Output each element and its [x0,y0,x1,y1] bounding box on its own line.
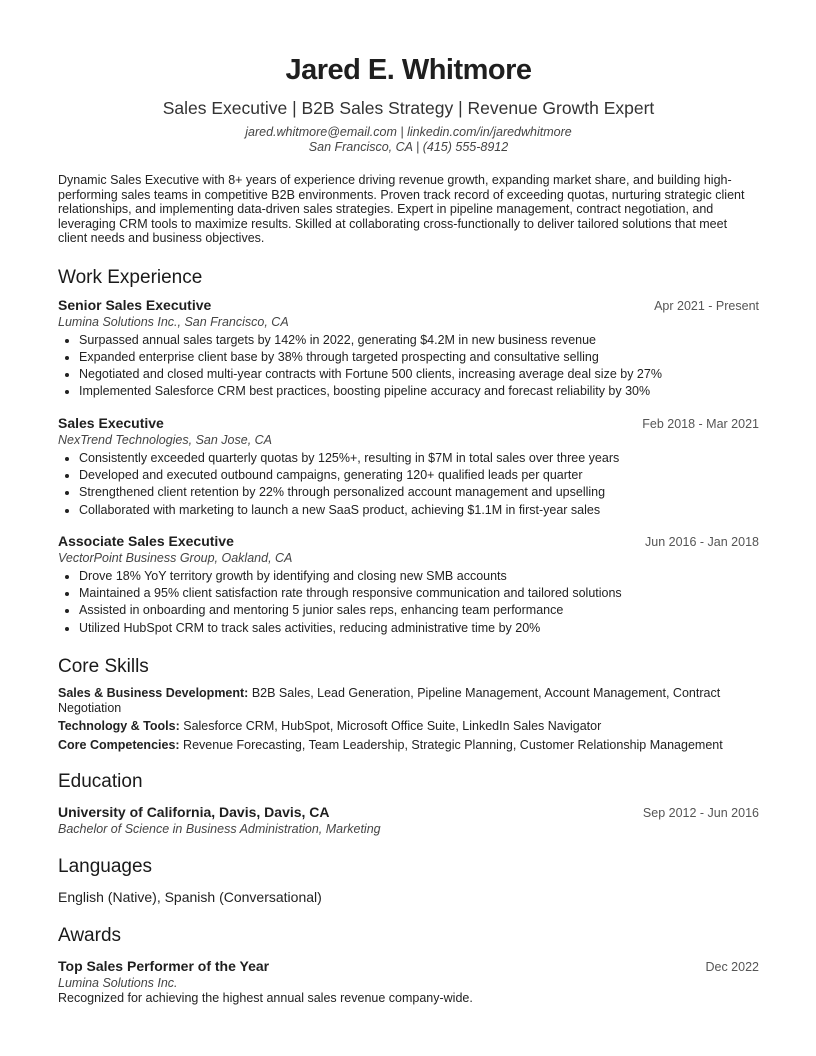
education-section [58,770,759,837]
job-company: Lumina Solutions Inc., San Francisco, CA [58,314,289,329]
skill-line [58,686,759,715]
job-bullets [58,568,759,637]
resume-page [58,52,759,1005]
job-dates: Apr 2021 - Present [654,298,759,313]
job-bullets [58,450,759,519]
education-entry [58,803,759,837]
skill-label: Technology & Tools: [58,719,180,734]
headline: Sales Executive | B2B Sales Strategy | Revenue Growth Expert [162,98,655,118]
job-bullet: • Utilized HubSpot CRM to track sales activities, reducing administrative time by 20% [79,620,759,637]
job-title: Sales Executive [58,414,164,431]
skill-label: Sales & Business Development: [58,686,249,701]
skill-label: Core Competencies: [58,737,180,752]
job-entry [58,296,759,401]
contact-line-email-linkedin: jared.whitmore@email.com | linkedin.com/in/jaredwhitmore [245,125,572,139]
job-title: Senior Sales Executive [58,296,212,313]
section-title-awards: Awards [58,925,122,947]
job-bullet: • Strengthened client retention by 22% through personalized account management and upselling [79,484,759,501]
job-bullet: • Drove 18% YoY territory growth by identifying and closing new SMB accounts [79,568,759,585]
award-organization: Lumina Solutions Inc. [58,976,178,991]
section-title-education: Education [58,771,143,793]
skill-text: Revenue Forecasting, Team Leadership, Strategic Planning, Customer Relationship Management [179,737,723,752]
education-dates: Sep 2012 - Jun 2016 [642,806,759,821]
job-bullet: • Assisted in onboarding and mentoring 5 junior sales reps, enhancing team performance [79,602,759,619]
section-title-work: Work Experience [58,266,203,288]
section-title-skills: Core Skills [58,656,149,678]
job-bullet: • Collaborated with marketing to launch a new SaaS product, achieving $1.1M in first-year sales [79,502,759,519]
core-skills-section [58,655,759,752]
job-bullet: • Maintained a 95% client satisfaction rate through responsive communication and tailored solutions [79,585,759,602]
education-degree: Bachelor of Science in Business Administration, Marketing [58,822,381,837]
job-company: VectorPoint Business Group, Oakland, CA [58,550,293,565]
work-experience-section [58,266,759,638]
job-dates: Feb 2018 - Mar 2021 [642,416,759,431]
award-description: Recognized for achieving the highest annual sales revenue company-wide. [58,991,473,1006]
skill-line [58,719,759,734]
candidate-name: Jared E. Whitmore [285,54,532,86]
job-bullet: • Expanded enterprise client base by 38% through targeted prospecting and consultative selling [79,349,759,366]
languages-text: English (Native), Spanish (Conversational) [58,889,322,906]
skill-text: B2B Sales, Lead Generation, Pipeline Management, Account Management, Contract Negotiation [58,686,721,715]
award-title: Top Sales Performer of the Year [58,958,270,975]
job-bullet: • Developed and executed outbound campaigns, generating 120+ qualified leads per quarter [79,467,759,484]
job-title: Associate Sales Executive [58,532,234,549]
job-bullet: • Implemented Salesforce CRM best practices, boosting pipeline accuracy and forecast reliability by 30% [79,383,759,400]
job-bullet: • Negotiated and closed multi-year contracts with Fortune 500 clients, increasing average deal size by 27% [79,366,759,383]
award-entry [58,957,759,1005]
professional-summary: Dynamic Sales Executive with 8+ years of experience driving revenue growth, expanding market share, and building high-performing sales teams in competitive B2B environments. Proven track record of exceeding quotas, nurturing strategic client relationships, and implementing data-driven sales strategies. Expert in pipeline management, contract negotiation, and leveraging CRM tools to maximize results. Skilled at collaborating cross-functionally to deliver tailored solutions that meet client needs and business objectives. [58,173,745,245]
skill-text: Salesforce CRM, HubSpot, Microsoft Office Suite, LinkedIn Sales Navigator [179,719,602,734]
job-company: NexTrend Technologies, San Jose, CA [58,432,273,447]
job-bullet: • Consistently exceeded quarterly quotas by 125%+, resulting in $7M in total sales over three years [79,450,759,467]
resume-header [58,52,759,155]
contact-line-location-phone: San Francisco, CA | (415) 555-8912 [308,140,509,154]
job-bullet: • Surpassed annual sales targets by 142% in 2022, generating $4.2M in new business revenue [79,332,759,349]
job-entry [58,414,759,519]
job-dates: Jun 2016 - Jan 2018 [645,534,759,549]
section-title-languages: Languages [58,856,153,878]
awards-section [58,924,759,1005]
skill-line [58,738,759,753]
job-entry [58,532,759,637]
languages-section [58,855,759,906]
education-school: University of California, Davis, Davis, CA [58,804,330,821]
award-date: Dec 2022 [705,960,759,975]
job-bullets [58,332,759,401]
